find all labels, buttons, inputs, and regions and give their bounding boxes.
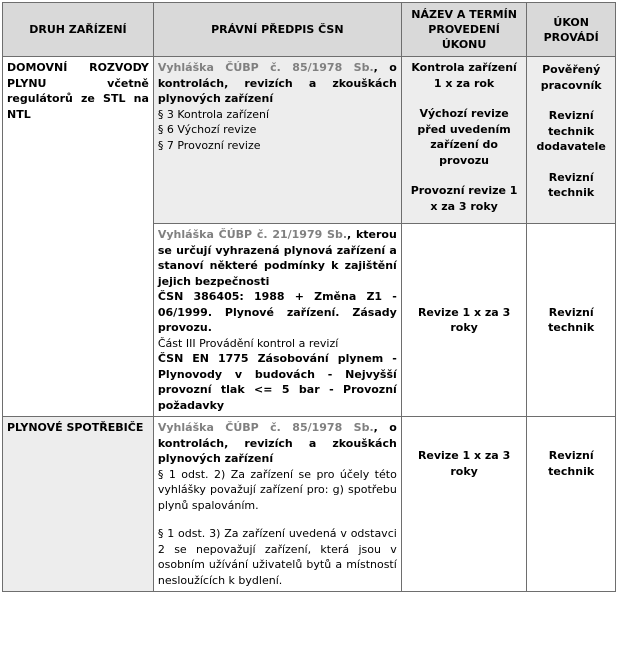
csn-standard: ČSN EN 1775 Zásobování plynem - Plynovody v budovách - Nejvyšší provozní tlak <= 5 bar - Provozní požadavky (157, 352, 397, 412)
performer-cell (527, 57, 616, 224)
action-item: Provozní revize 1 x za 3 roky (410, 184, 518, 213)
regulation-cell (153, 57, 401, 224)
header-row (3, 3, 616, 57)
law-section: § 7 Provozní revize (157, 138, 261, 152)
header-device-type: DRUH ZAŘÍZENÍ (3, 3, 154, 57)
performer-item: Revizní technik (548, 170, 595, 199)
law-section: § 3 Kontrola zařízení (157, 107, 270, 121)
law-title (158, 227, 397, 289)
regulations-table (2, 2, 616, 592)
law-section: § 6 Výchozí revize (157, 123, 257, 136)
action-item: Revize 1 x za 3 roky (417, 305, 511, 334)
law-paragraph: § 1 odst. 3) Za zařízení uvedená v odstavci 2 se nepovažují zařízení, která jsou v osobním užívání uživatelů bytů a místností nesloužících k bydlení. (157, 527, 397, 587)
action-item: Výchozí revize před uvedením zařízení do provozu (417, 107, 511, 167)
table-row-gas-distribution-block1 (3, 57, 616, 224)
law-description: , o kontrolách, revizích a zkouškách plynových zařízení (157, 421, 397, 465)
header-performed-by: ÚKON PROVÁDÍ (527, 3, 616, 57)
performer-item: Pověřený pracovník (540, 63, 602, 92)
action-cell (401, 57, 527, 224)
law-title (158, 60, 397, 107)
law-description: , o kontrolách, revizích a zkouškách plynových zařízení (157, 61, 397, 105)
action-cell (401, 417, 527, 592)
header-legal-regulation: PRÁVNÍ PŘEDPIS ČSN (153, 3, 401, 57)
law-reference: Vyhláška ČÚBP č. 21/1979 Sb. (157, 228, 348, 241)
performer-cell (527, 224, 616, 417)
performer-item: Revizní technik (548, 449, 595, 478)
csn-part: Část III Provádění kontrol a revizí (157, 336, 339, 350)
csn-standard: ČSN 386405: 1988 + Změna Z1 - 06/1999. Plynové zařízení. Zásady provozu. (157, 290, 397, 334)
table-row-gas-appliances (3, 417, 616, 592)
law-reference: Vyhláška ČÚBP č. 85/1978 Sb. (157, 421, 374, 434)
header-action-name-term: NÁZEV A TERMÍN PROVEDENÍ ÚKONU (401, 3, 527, 57)
performer-cell (527, 417, 616, 592)
device-gas-appliances: PLYNOVÉ SPOTŘEBIČE (3, 417, 154, 592)
law-paragraph: § 1 odst. 2) Za zařízení se pro účely této vyhlášky považují zařízení pro: g) spotřebu plynů spalováním. (157, 467, 397, 512)
performer-item: Revizní technik dodavatele (536, 109, 606, 153)
law-reference: Vyhláška ČÚBP č. 85/1978 Sb. (157, 61, 374, 74)
regulation-cell (153, 224, 401, 417)
regulation-cell (153, 417, 401, 592)
law-description: , kterou se určují vyhrazená plynová zařízení a stanoví některé podmínky k zajištění jejich bezpečnosti (157, 228, 397, 288)
action-item: Revize 1 x za 3 roky (417, 449, 511, 478)
action-cell (401, 224, 527, 417)
performer-item: Revizní technik (548, 305, 595, 334)
action-item: Kontrola zařízení 1 x za rok (411, 61, 517, 90)
law-title (158, 420, 397, 467)
device-gas-distribution: DOMOVNÍ ROZVODY PLYNU včetně regulátorů ze STL na NTL (3, 57, 154, 417)
